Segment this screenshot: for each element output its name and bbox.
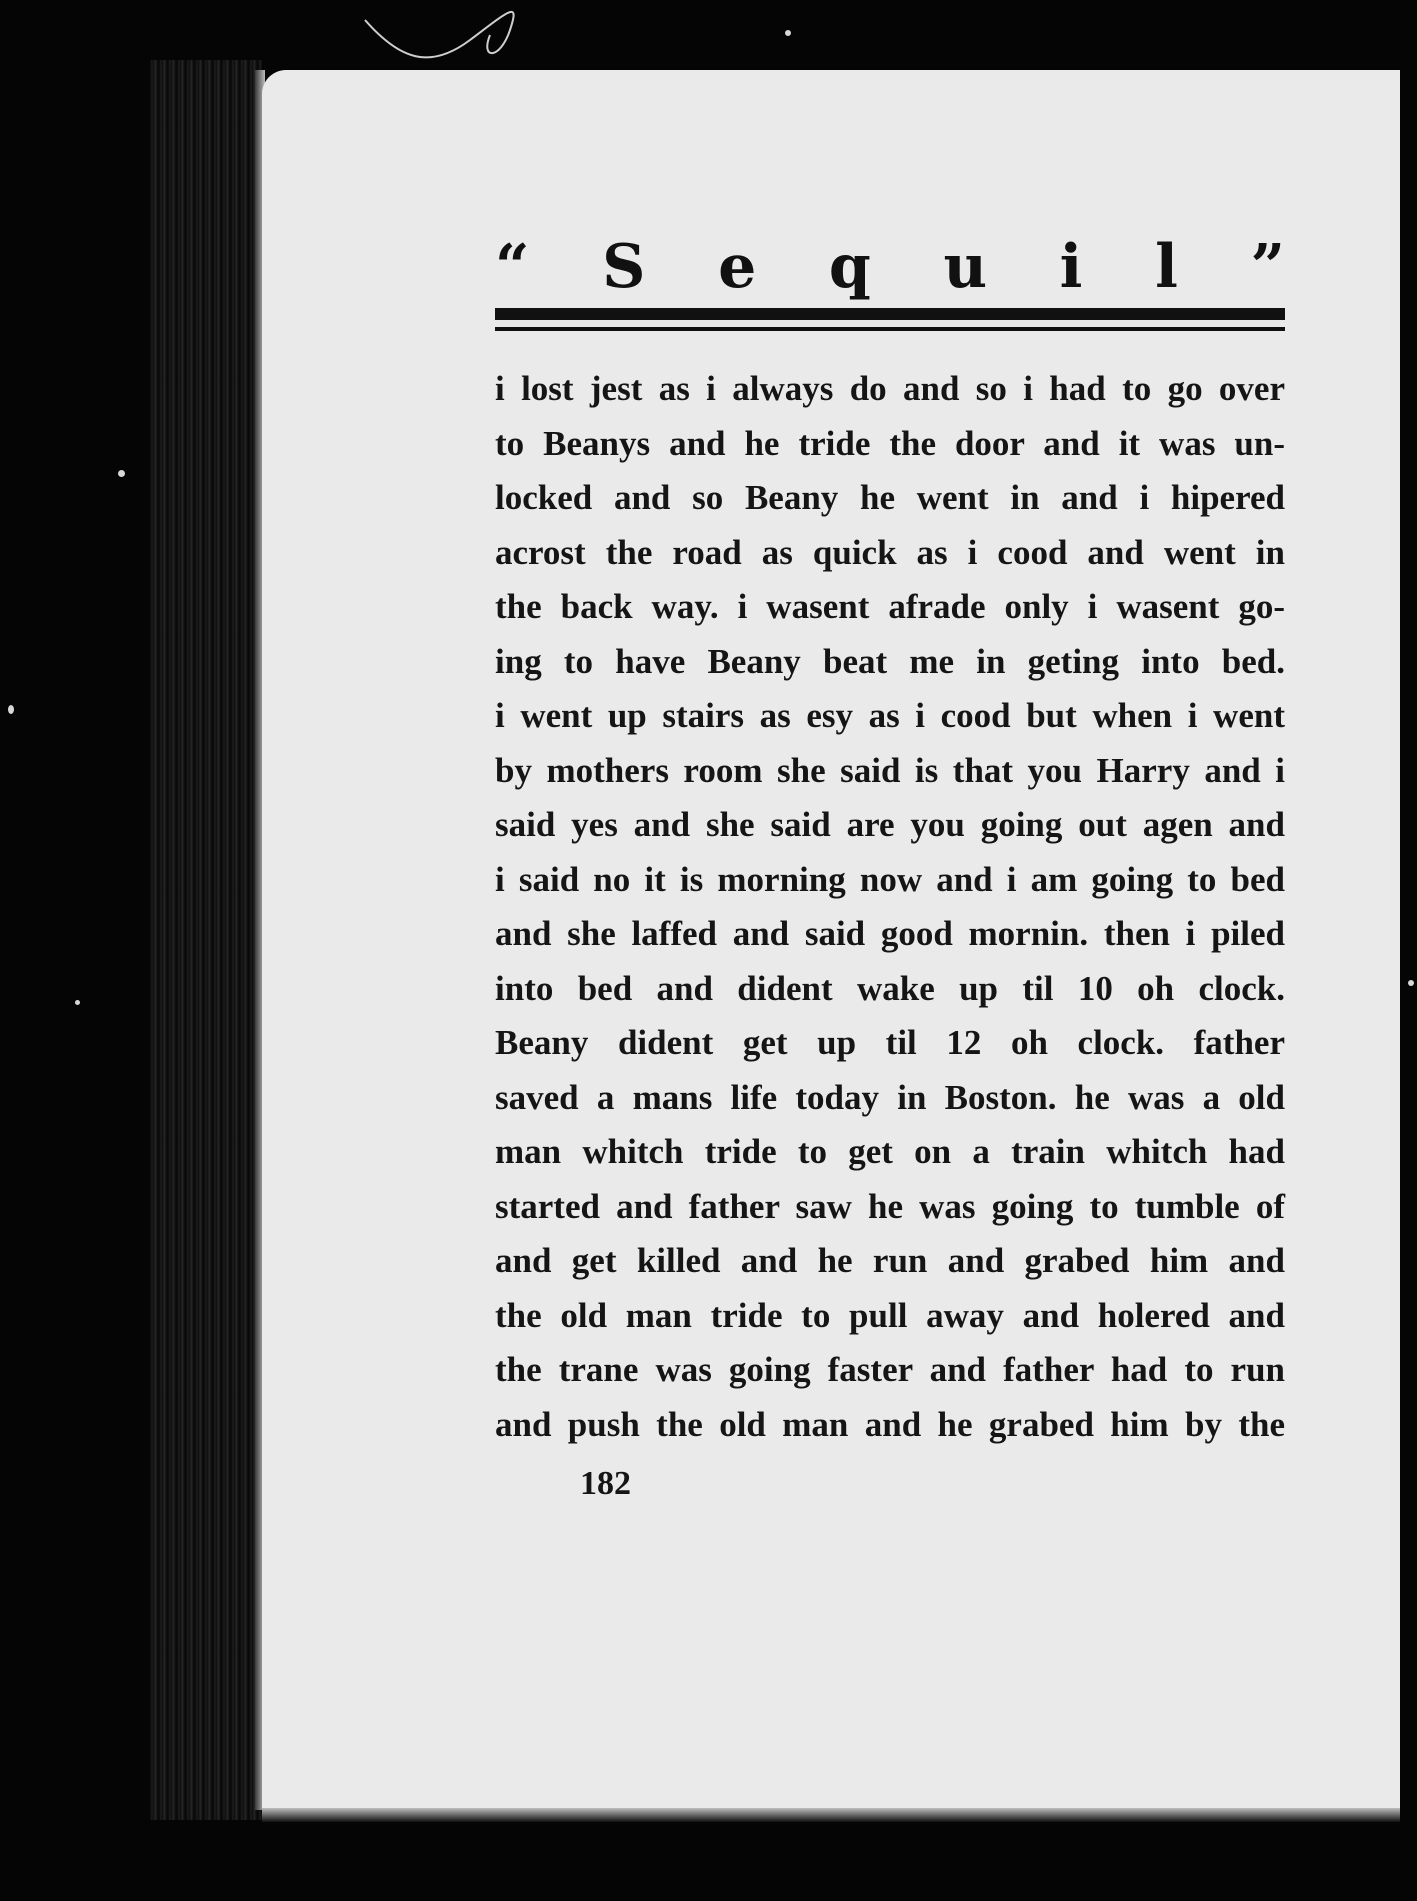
body-text-block [495,362,1285,1452]
text-line: i said no it is morning now and i am going to bed [495,859,1285,899]
text-line: and push the old man and he grabed him by the [495,1404,1285,1444]
text-line: and she laffed and said good mornin. then i piled [495,914,1285,953]
book-spine [150,60,262,1820]
running-head-letter: i [1059,232,1083,302]
text-line: by mothers room she said is that you Harry and i [495,750,1285,790]
text-line: into bed and dident wake up til 10 oh clock. [495,968,1285,1008]
text-line: ing to have Beany beat me in geting into bed. [495,641,1285,681]
text-line: and get killed and he run and grabed him and [495,1241,1285,1280]
text-line: started and father saw he was going to tumble of [495,1186,1285,1226]
header-rule-thick [495,308,1285,320]
text-line: man whitch tride to get on a train whitch had [495,1132,1285,1171]
dust-speck [1408,980,1414,986]
running-head-letter: e [718,232,757,302]
dust-speck [118,470,125,477]
text-line: i lost jest as i always do and so i had to go over [495,369,1285,408]
running-head-letter: q [828,232,871,302]
text-line: saved a mans life today in Boston. he was a old [495,1077,1285,1117]
text-line: said yes and she said are you going out agen and [495,805,1285,844]
text-line: to Beanys and he tride the door and it was un- [495,423,1285,463]
running-head-letter: l [1155,232,1178,302]
running-head-letter: u [943,232,988,302]
running-head-letter: ” [1250,232,1285,302]
text-line: Beany dident get up til 12 oh clock. father [495,1023,1285,1062]
page-bottom-edge [262,1808,1400,1822]
running-head-letter: “ [495,232,530,302]
dust-speck [785,30,791,36]
page-number: 182 [580,1465,631,1502]
text-line: acrost the road as quick as i cood and went in [495,532,1285,572]
text-line: the old man tride to pull away and holered and [495,1295,1285,1335]
running-head-letter: S [602,232,646,302]
text-line: locked and so Beany he went in and i hipered [495,478,1285,517]
text-line: the trane was going faster and father had to run [495,1350,1285,1389]
text-line: i went up stairs as esy as i cood but when i went [495,696,1285,735]
dust-speck [8,705,14,714]
stray-thread-mark [360,0,530,80]
header-rule-thin [495,327,1285,331]
text-line: the back way. i wasent afrade only i wasent go- [495,587,1285,626]
dust-speck [75,1000,80,1005]
running-head-title [495,232,1285,302]
